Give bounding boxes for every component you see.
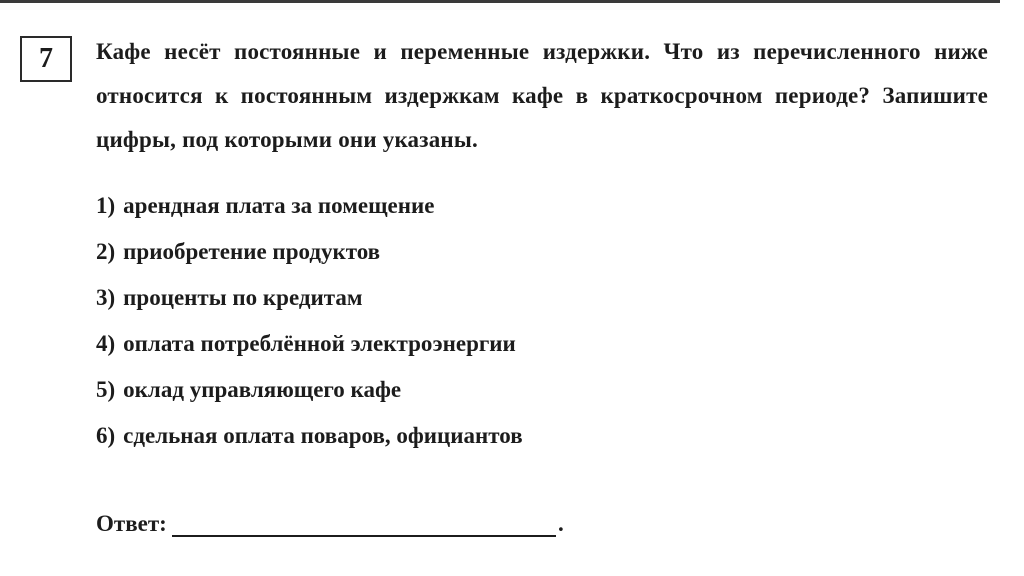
option-number: 6) <box>96 423 116 448</box>
answer-line[interactable] <box>172 535 556 537</box>
option-text: приобретение продуктов <box>123 239 381 264</box>
option-number: 2) <box>96 239 116 264</box>
question-text: Кафе несёт постоянные и переменные издержки. Что из перечисленного ниже относится к постоянным издержкам кафе в краткосрочном периоде? Запишите цифры, под которыми они указаны. <box>96 39 988 152</box>
option-text: арендная плата за помещение <box>123 193 435 218</box>
option-number: 1) <box>96 193 116 218</box>
option-number: 5) <box>96 377 116 402</box>
option-number: 4) <box>96 331 116 356</box>
answer-period: . <box>558 511 564 536</box>
top-rule <box>0 0 1000 3</box>
option-item <box>96 321 523 367</box>
option-text: проценты по кредитам <box>123 285 363 310</box>
option-item <box>96 275 523 321</box>
option-number: 3) <box>96 285 116 310</box>
option-text: оклад управляющего кафе <box>123 377 402 402</box>
option-item <box>96 229 523 275</box>
answer-label: Ответ: <box>96 511 167 536</box>
option-item <box>96 413 523 459</box>
options-list <box>96 183 523 459</box>
option-item <box>96 367 523 413</box>
option-item <box>96 183 523 229</box>
task-number-box: 7 <box>20 36 72 82</box>
option-text: сдельная оплата поваров, официантов <box>123 423 523 448</box>
option-text: оплата потреблённой электроэнергии <box>123 331 516 356</box>
